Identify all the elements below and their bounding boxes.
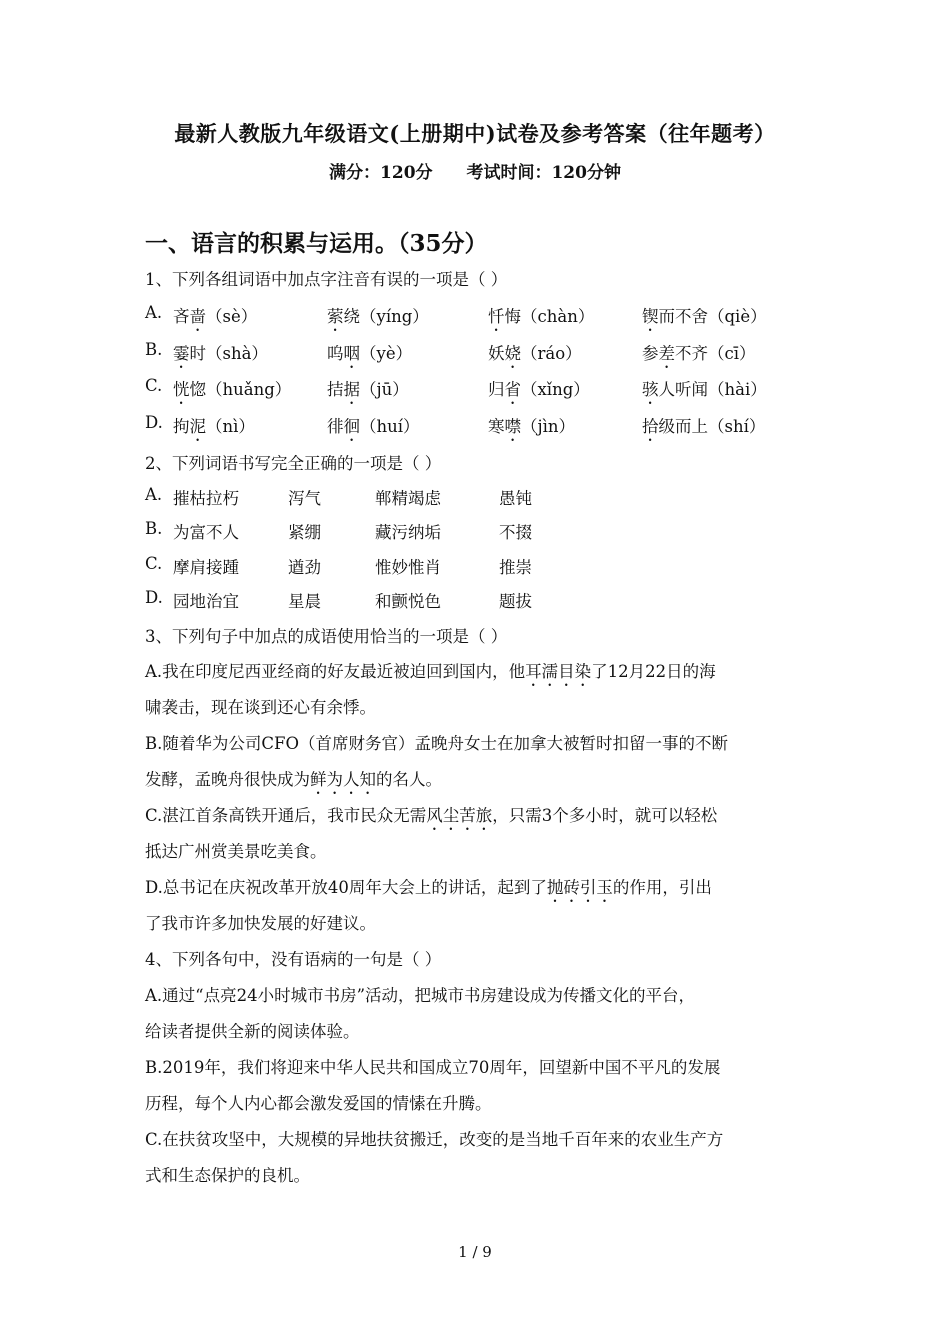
exam-time: 考试时间：120分钟 [466,163,621,183]
option-label: A. [145,485,163,504]
question-4-option-b: B.2019年，我们将迎来中华人民共和国成立70周年，回望新中国不平凡的发展 [145,1058,721,1077]
option-label: B. [145,340,163,359]
dotted-idiom: 耳濡目染 [525,662,592,681]
option-label: B. [145,519,163,538]
word-item: 徘徊（huí） [327,417,420,436]
word-item: 吝啬（sè） [173,307,258,326]
question-3-stem: 3、下列句子中加点的成语使用恰当的一项是（ ） [145,627,508,646]
question-3-option-c: C.湛江首条高铁开通后，我市民众无需风尘苦旅，只需3个多小时，就可以轻松 [145,806,718,825]
dotted-idiom: 抛砖引玉 [546,878,613,897]
word-item: 和颤悦色 [375,592,441,611]
word-item: 泻气 [288,489,321,508]
question-2-stem: 2、下列词语书写完全正确的一项是（ ） [145,454,442,473]
question-3-option-b: B.随着华为公司CFO（首席财务官）孟晚舟女士在加拿大被暂时扣留一事的不断 [145,734,728,753]
word-item: 摩肩接踵 [173,558,239,577]
question-1-stem: 1、下列各组词语中加点字注音有误的一项是（ ） [145,270,508,289]
word-item: 恍惚（huǎng） [173,380,292,399]
word-item: 藏污纳垢 [375,523,441,542]
word-item: 遒劲 [288,558,321,577]
option-label: A. [145,303,163,322]
question-3-option-a-cont: 啸袭击，现在谈到还心有余悸。 [145,698,376,717]
word-item: 归省（xǐng） [488,380,590,399]
word-item: 参差不齐（cī） [642,344,756,363]
section-heading: 一、语言的积累与运用。（35分） [145,230,488,257]
option-label: C. [145,554,163,573]
word-item: 园地治宜 [173,592,239,611]
word-item: 郸精竭虑 [375,489,441,508]
word-item: 忏悔（chàn） [488,307,595,326]
question-3-option-c-cont: 抵达广州赏美景吃美食。 [145,842,327,861]
word-item: 星晨 [288,592,321,611]
word-item: 题拔 [499,592,532,611]
question-3-option-b-cont: 发酵，孟晚舟很快成为鲜为人知的名人。 [145,770,442,789]
dotted-idiom: 鲜为人知 [310,770,376,789]
word-item: 呜咽（yè） [327,344,413,363]
option-label: C. [145,376,163,395]
question-4-option-a-cont: 给读者提供全新的阅读体验。 [145,1022,360,1041]
word-item: 霎时（shà） [173,344,268,363]
word-item: 拘泥（nì） [173,417,255,436]
word-item: 不掇 [499,523,532,542]
page-number: 1 / 9 [458,1243,492,1261]
question-4-option-a: A.通过“点亮24小时城市书房”活动，把城市书房建设成为传播文化的平台， [145,986,696,1005]
word-item: 推崇 [499,558,532,577]
word-item: 拮据（jū） [327,380,409,399]
question-3-option-d: D.总书记在庆祝改革开放40周年大会上的讲话，起到了抛砖引玉的作用，引出 [145,878,712,897]
full-score: 满分：120分 [329,163,433,183]
word-item: 拾级而上（shí） [642,417,766,436]
dotted-idiom: 风尘苦旅 [426,806,493,825]
question-4-option-c: C.在扶贫攻坚中，大规模的异地扶贫搬迁，改变的是当地千百年来的农业生产方 [145,1130,724,1149]
exam-subtitle [0,158,950,183]
question-3-option-d-cont: 了我市许多加快发展的好建议。 [145,914,376,933]
question-4-option-b-cont: 历程，每个人内心都会激发爱国的情愫在升腾。 [145,1094,492,1113]
word-item: 妖娆（ráo） [488,344,582,363]
question-3-option-a: A.我在印度尼西亚经商的好友最近被迫回到国内，他耳濡目染了12月22日的海 [145,662,716,681]
word-item: 骇人听闻（hài） [642,380,767,399]
word-item: 萦绕（yíng） [327,307,429,326]
exam-title: 最新人教版九年级语文(上册期中)试卷及参考答案（往年题考） [174,121,776,146]
word-item: 锲而不舍（qiè） [642,307,767,326]
word-item: 为富不人 [173,523,239,542]
question-4-stem: 4、下列各句中，没有语病的一句是（ ） [145,950,442,969]
word-item: 摧枯拉朽 [173,489,239,508]
word-item: 寒噤（jìn） [488,417,576,436]
word-item: 紧绷 [288,523,321,542]
option-label: D. [145,413,163,432]
question-4-option-c-cont: 式和生态保护的良机。 [145,1166,310,1185]
option-label: D. [145,588,163,607]
word-item: 惟妙惟肖 [375,558,441,577]
word-item: 愚钝 [499,489,532,508]
